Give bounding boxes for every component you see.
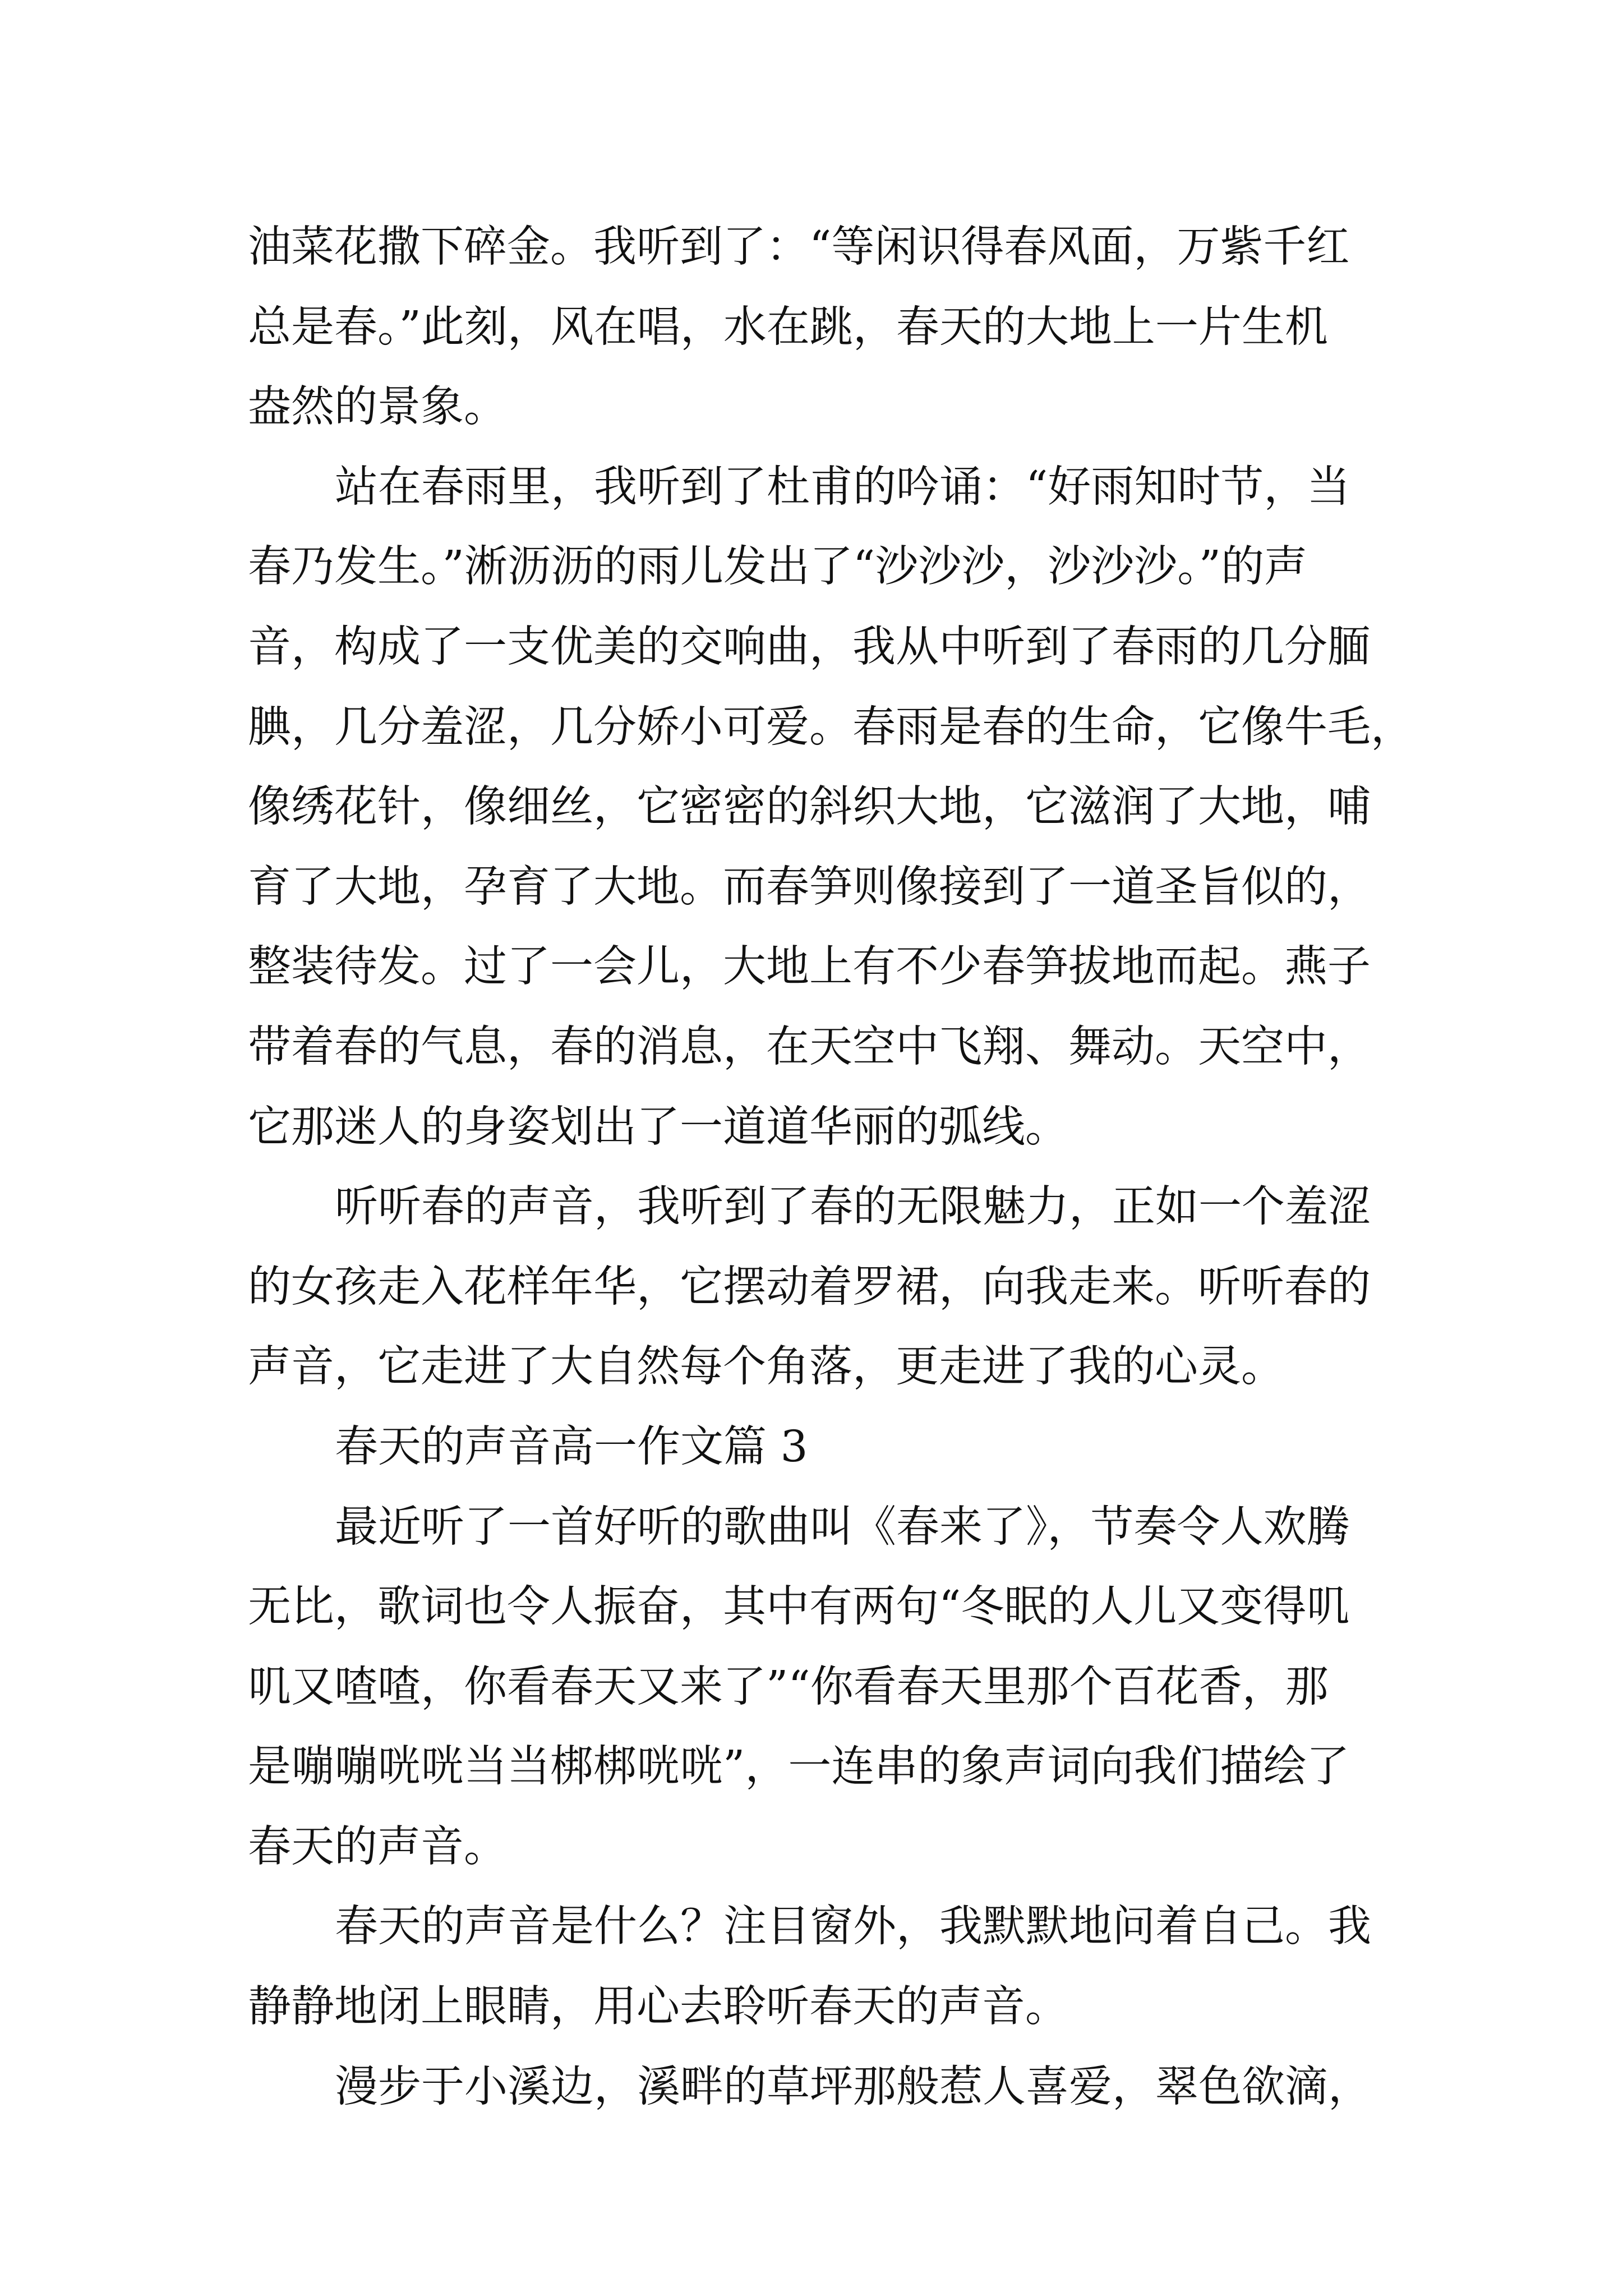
text-line: 春天的声音高一作文篇 3 [335,1421,808,1472]
document-body [248,208,1414,2127]
text-line: 盎然的景象。 [248,382,507,432]
text-line: 静静地闭上眼睛，用心去聆听春天的声音。 [248,1982,1068,2032]
text-line: 总是春。”此刻，风在唱，水在跳，春天的大地上一片生机 [248,302,1328,352]
text-line: 春天的声音。 [248,1821,507,1872]
text-line: 听听春的声音，我听到了春的无限魅力，正如一个羞涩 [335,1182,1371,1232]
text-line: 像绣花针，像细丝，它密密的斜织大地，它滋润了大地，哺 [248,782,1371,832]
text-line: 育了大地，孕育了大地。而春笋则像接到了一道圣旨似的， [248,862,1371,912]
text-line: 叽又喳喳，你看春天又来了”“你看春天里那个百花香，那 [248,1662,1329,1712]
text-line: 音，构成了一支优美的交响曲，我从中听到了春雨的几分腼 [248,622,1371,672]
text-line: 腆，几分羞涩，几分娇小可爱。春雨是春的生命，它像牛毛， [248,702,1414,752]
text-line: 它那迷人的身姿划出了一道道华丽的弧线。 [248,1102,1068,1152]
text-line: 的女孩走入花样年华，它摆动着罗裙，向我走来。听听春的 [248,1262,1371,1312]
text-line: 站在春雨里，我听到了杜甫的吟诵：“好雨知时节，当 [335,462,1350,512]
text-line: 春乃发生。”淅沥沥的雨儿发出了“沙沙沙，沙沙沙。”的声 [248,542,1308,592]
text-line: 带着春的气息，春的消息，在天空中飞翔、舞动。天空中， [248,1022,1371,1072]
text-line: 最近听了一首好听的歌曲叫《春来了》，节奏令人欢腾 [335,1502,1350,1552]
text-line: 是嘣嘣咣咣当当梆梆咣咣”，一连串的象声词向我们描绘了 [248,1742,1350,1792]
text-line: 声音，它走进了大自然每个角落，更走进了我的心灵。 [248,1342,1284,1392]
text-line: 春天的声音是什么？注目窗外，我默默地问着自己。我 [335,1902,1371,1952]
text-line: 无比，歌词也令人振奋，其中有两句“冬眠的人儿又变得叽 [248,1582,1350,1632]
text-line: 漫步于小溪边，溪畔的草坪那般惹人喜爱，翠色欲滴， [335,2062,1371,2112]
text-line: 整装待发。过了一会儿，大地上有不少春笋拔地而起。燕子 [248,942,1371,992]
text-line: 油菜花撒下碎金。我听到了：“等闲识得春风面，万紫千红 [248,222,1350,272]
